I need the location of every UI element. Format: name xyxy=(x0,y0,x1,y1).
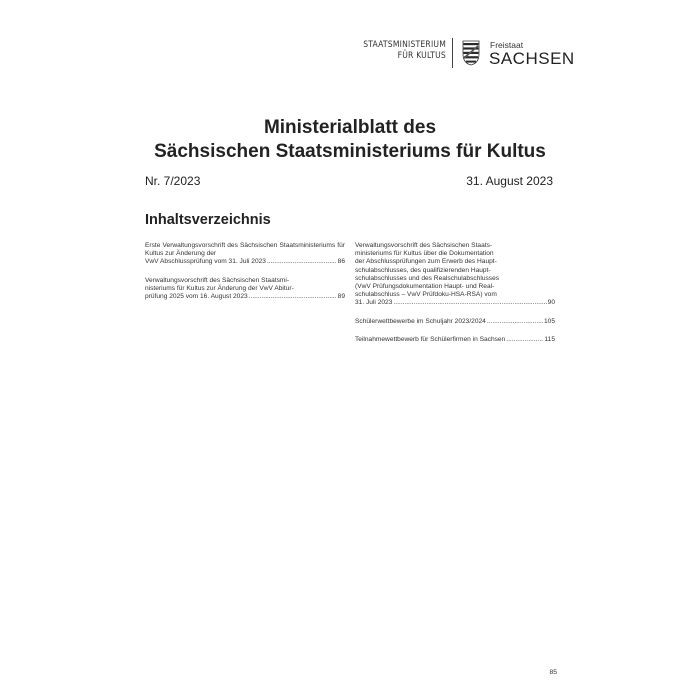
logo-divider xyxy=(452,38,453,68)
toc-entry-lastline xyxy=(355,336,555,344)
toc-entry-text-last: prüfung 2025 vom 16. August 2023 xyxy=(145,293,248,301)
toc-entry-text-last: Teilnahmewettbewerb für Schülerfirmen in Sachsen xyxy=(355,335,506,343)
toc-column-left xyxy=(145,242,345,311)
toc-leader-dots xyxy=(393,299,546,307)
toc-entry-page: 105 xyxy=(543,317,555,325)
issue-number: Nr. 7/2023 xyxy=(145,174,201,188)
ministry-line-1: STAATSMINISTERIUM xyxy=(363,40,446,50)
toc-leader-dots xyxy=(267,258,337,266)
ministry-logo xyxy=(0,38,700,74)
toc-heading: Inhaltsverzeichnis xyxy=(145,212,271,228)
toc-entry-text: Verwaltungsvorschrift des Sächsischen Staats- ministeriums für Kultus über die Dokumentation der Abschlussprüfungen zum Erwerb des Haupt- schulabschlusses, des qualifizierenden Haupt- schulabschlusses und des Realschulabschlusses (VwV Prüfungsdokumentation Haupt- und Real- schulabschluss – VwV Prüfdoku-HSA-RSA) vom xyxy=(355,242,500,299)
toc-entry[interactable] xyxy=(355,242,555,308)
toc-entry-lastline xyxy=(145,293,345,301)
toc-entry[interactable] xyxy=(145,277,345,302)
state-label-small: Freistaat xyxy=(490,40,524,50)
toc-entry-text: Verwaltungsvorschrift des Sächsischen Staatsmi- nisteriums für Kultus zur Änderung der VwV Abitur- xyxy=(145,276,294,292)
toc-leader-dots xyxy=(487,318,543,326)
toc-entry[interactable] xyxy=(355,318,555,326)
toc-leader-dots xyxy=(506,336,543,344)
document-title xyxy=(0,116,700,164)
toc-entry-lastline xyxy=(355,299,555,307)
toc-column-right xyxy=(355,242,555,354)
toc-entry-page: 115 xyxy=(544,335,555,343)
ministry-line-2: FÜR KULTUS xyxy=(397,51,446,61)
issue-date: 31. August 2023 xyxy=(466,174,553,188)
saxony-coat-of-arms-icon xyxy=(462,40,480,66)
toc-entry-lastline xyxy=(145,258,345,266)
title-line-2: Sächsischen Staatsministeriums für Kultus xyxy=(154,141,546,162)
toc-entry-lastline xyxy=(355,318,555,326)
toc-entry-text-last: 31. Juli 2023 xyxy=(355,299,393,307)
page-number: 85 xyxy=(549,669,557,676)
toc-entry-page: 89 xyxy=(337,293,345,301)
toc-entry[interactable] xyxy=(355,336,555,344)
toc-entry[interactable] xyxy=(145,242,345,267)
toc-entry-text-last: VwV Abschlussprüfung vom 31. Juli 2023 xyxy=(145,258,266,266)
toc-entry-text: Erste Verwaltungsvorschrift des Sächsischen Staatsministeriums für Kultus zur Änderung der xyxy=(145,242,345,258)
title-line-1: Ministerialblatt des xyxy=(263,117,437,138)
toc-entry-page: 86 xyxy=(337,258,345,266)
toc-entry-page: 90 xyxy=(547,299,555,307)
toc-leader-dots xyxy=(249,293,337,301)
ministry-name xyxy=(363,40,446,62)
toc-entry-text-last: Schülerwettbewerbe im Schuljahr 2023/2024 xyxy=(355,317,486,325)
state-label-big: SACHSEN xyxy=(489,49,575,68)
